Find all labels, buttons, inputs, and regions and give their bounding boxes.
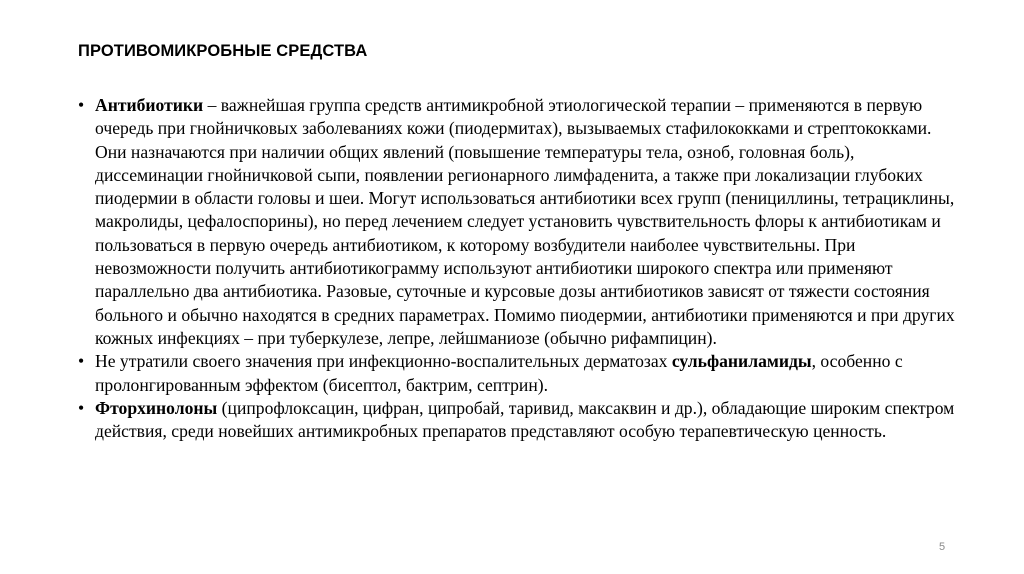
bullet-text: Не утратили своего значения при инфекционно-воспалительных дерматозах [95, 351, 672, 372]
term-antibiotics: Антибиотики [95, 95, 204, 115]
term-fluoroquinolones: Фторхинолоны [95, 397, 218, 418]
bullet-text: – важнейшая группа средств антимикробной этиологической терапии – применяются в первую очередь при гнойничковых заболеваниях кожи (пиодермитах), вызываемых стафилококками и стрептококками. Они назначаются при наличии общих явлений (повышение температуры тела, озноб, головная боль), диссеминации гнойничковой сыпи, появлении регионарного лимфаденита, а также при локализации глубоких пиодермии в области головы и шеи. Могут использоваться антибиотики всех групп (пенициллины, тетрациклины, макролиды, цефалоспорины), но перед лечением следует установить чувствительность флоры к антибиотикам и пользоваться в первую очередь антибиотиком, к которому возбудители наиболее чувствительны. При невозможности получить антибиотикограмму используют антибиотики широкого спектра или применяют параллельно два антибиотика. Разовые, суточные и курсовые дозы антибиотиков зависят от тяжести состояния больного и обычно находятся в средних параметрах. Помимо пиодермии, антибиотики применяются и при других кожных инфекциях – при туберкулезе, лепре, лейшманиозе (обычно рифампицин). [95, 95, 955, 348]
bullet-text: (ципрофлоксацин, цифран, ципробай, таривид, максаквин и др.), обладающие широким спектром действия, среди новейших антимикробных препаратов представляют особую терапевтическую ценность. [95, 397, 955, 442]
bullet-dot: • [78, 351, 85, 372]
bullet-dot: • [78, 95, 85, 115]
bullet-item-antibiotics [78, 94, 958, 350]
bullet-item-fluoroquinolones [78, 397, 958, 444]
page-number: 5 [939, 541, 946, 553]
bullet-text-after: , особенно с пролонгированным эффектом (бисептол, бактрим, септрин). [95, 351, 903, 395]
bullet-list [78, 94, 958, 443]
bullet-dot: • [78, 397, 85, 418]
term-sulfonamides: сульфаниламиды [671, 351, 812, 372]
slide-title: ПРОТИВОМИКРОБНЫЕ СРЕДСТВА [78, 42, 368, 60]
bullet-item-sulfonamides [78, 350, 958, 397]
